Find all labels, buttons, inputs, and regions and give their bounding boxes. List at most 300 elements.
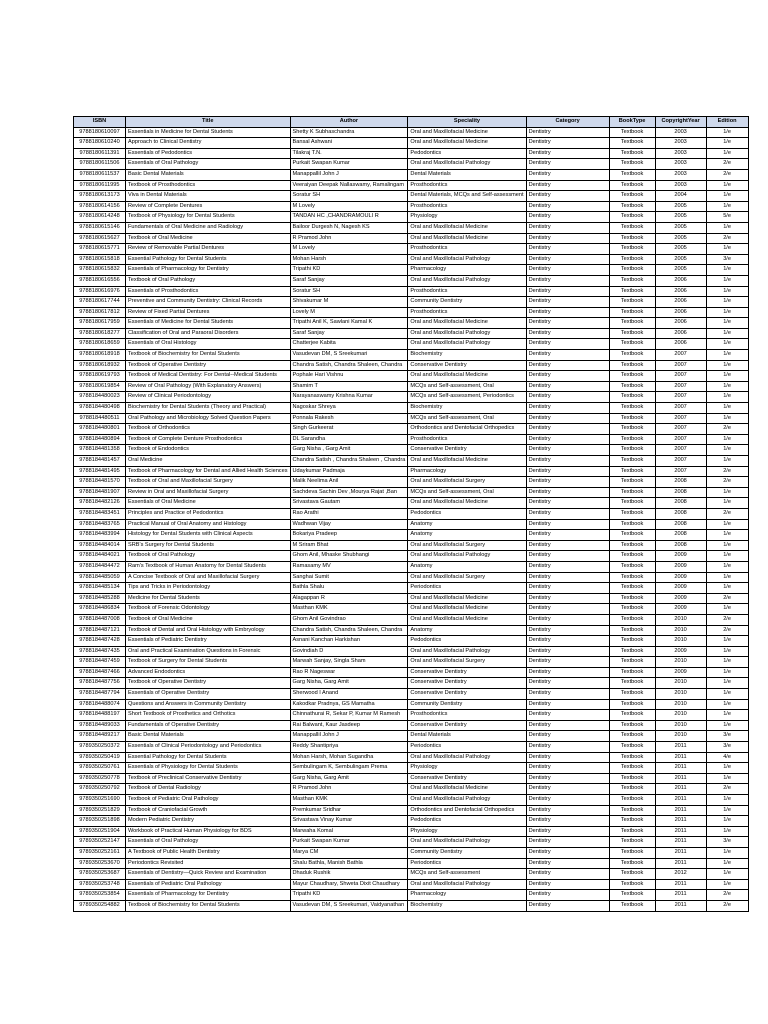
table-row [74,699,749,710]
cell-author: Nagoskar Shreya [290,403,408,414]
cell-edition: 1/e [706,572,748,583]
cell-title: Biochemistry for Dental Students (Theory and Practical) [126,403,291,414]
cell-category: Dentistry [526,434,609,445]
cell-booktype: Textbook [609,265,655,276]
cell-category: Dentistry [526,519,609,530]
cell-edition: 1/e [706,689,748,700]
table-row [74,879,749,890]
cell-speciality: Oral and Maxillofacial Pathology [408,328,526,339]
cell-speciality: Oral and Maxillofacial Medicine [408,498,526,509]
cell-edition: 2/e [706,508,748,519]
cell-booktype: Textbook [609,254,655,265]
cell-speciality: Biochemistry [408,403,526,414]
cell-edition: 1/e [706,561,748,572]
cell-booktype: Textbook [609,381,655,392]
cell-speciality: Conservative Dentistry [408,720,526,731]
table-row [74,498,749,509]
table-row [74,837,749,848]
cell-isbn: 9788184484472 [74,561,126,572]
cell-title: Principles and Practice of Pedodontics [126,508,291,519]
header-title: Title [126,117,291,128]
cell-speciality: Oral and Maxillofacial Medicine [408,593,526,604]
cell-category: Dentistry [526,159,609,170]
cell-isbn: 9789350253670 [74,858,126,869]
cell-author: Ramasamy MV [290,561,408,572]
cell-author: Udaykumar Padmaja [290,466,408,477]
cell-title: Textbook of Surgery for Dental Students [126,657,291,668]
cell-speciality: Oral and Maxillofacial Medicine [408,233,526,244]
cell-title: Modern Pediatric Dentistry [126,816,291,827]
cell-speciality: Oral and Maxillofacial Surgery [408,477,526,488]
cell-speciality: Physiology [408,763,526,774]
cell-speciality: Dental Materials [408,169,526,180]
cell-title: Essentials of Oral Pathology [126,837,291,848]
cell-booktype: Textbook [609,837,655,848]
cell-copyright-year: 2007 [655,466,706,477]
cell-booktype: Textbook [609,233,655,244]
cell-booktype: Textbook [609,212,655,223]
cell-edition: 1/e [706,244,748,255]
table-row [74,826,749,837]
header-speciality: Speciality [408,117,526,128]
cell-speciality: Pharmacology [408,265,526,276]
cell-speciality: Oral and Maxillofacial Pathology [408,646,526,657]
cell-speciality: Conservative Dentistry [408,667,526,678]
cell-isbn: 9788184487121 [74,625,126,636]
cell-edition: 1/e [706,487,748,498]
cell-speciality: Prosthodontics [408,244,526,255]
cell-title: Essentials of Pharmacology for Dentistry [126,265,291,276]
cell-author: Bailoor Durgesh N, Nagesh KS [290,222,408,233]
cell-title: Review of Fixed Partial Dentures [126,307,291,318]
cell-author: Sachdeva Sachin Dev ,Mourya Rajat ,Ban [290,487,408,498]
cell-category: Dentistry [526,148,609,159]
cell-author: Singh Gurkeerat [290,424,408,435]
cell-booktype: Textbook [609,222,655,233]
cell-author: Masthan KMK [290,795,408,806]
cell-title: Basic Dental Materials [126,731,291,742]
cell-edition: 1/e [706,138,748,149]
table-row [74,413,749,424]
cell-category: Dentistry [526,508,609,519]
cell-author: Soratur SH [290,191,408,202]
cell-title: Essentials of Prosthodontics [126,286,291,297]
cell-title: Oral and Practical Examination Questions in Forensic [126,646,291,657]
cell-speciality: Oral and Maxillofacial Pathology [408,795,526,806]
cell-speciality: Pharmacology [408,466,526,477]
cell-copyright-year: 2008 [655,487,706,498]
cell-isbn: 9788180619793 [74,371,126,382]
cell-edition: 2/e [706,477,748,488]
cell-isbn: 9788180617959 [74,318,126,329]
cell-speciality: Prosthodontics [408,307,526,318]
cell-speciality: Anatomy [408,530,526,541]
cell-edition: 1/e [706,795,748,806]
cell-booktype: Textbook [609,784,655,795]
table-row [74,350,749,361]
cell-category: Dentistry [526,328,609,339]
cell-edition: 1/e [706,286,748,297]
cell-category: Dentistry [526,191,609,202]
cell-booktype: Textbook [609,667,655,678]
table-row [74,604,749,615]
table-row [74,593,749,604]
cell-isbn: 9788184482126 [74,498,126,509]
cell-category: Dentistry [526,710,609,721]
cell-copyright-year: 2011 [655,879,706,890]
cell-title: Practical Manual of Oral Anatomy and Histology [126,519,291,530]
cell-copyright-year: 2008 [655,530,706,541]
table-row [74,900,749,911]
cell-booktype: Textbook [609,519,655,530]
cell-copyright-year: 2008 [655,498,706,509]
cell-speciality: Oral and Maxillofacial Pathology [408,254,526,265]
cell-speciality: Oral and Maxillofacial Surgery [408,540,526,551]
cell-edition: 1/e [706,413,748,424]
cell-title: Review of Removable Partial Dentures [126,244,291,255]
cell-booktype: Textbook [609,307,655,318]
cell-speciality: Conservative Dentistry [408,773,526,784]
cell-edition: 1/e [706,297,748,308]
header-row [74,117,749,128]
cell-author: Purkait Swapan Kumar [290,159,408,170]
cell-title: Textbook of Oral and Maxillofacial Surgery [126,477,291,488]
table-row [74,858,749,869]
cell-title: Review of Oral Pathology (With Explanatory Answers) [126,381,291,392]
cell-copyright-year: 2010 [655,625,706,636]
table-row [74,530,749,541]
cell-category: Dentistry [526,805,609,816]
cell-copyright-year: 2005 [655,222,706,233]
table-row [74,487,749,498]
cell-category: Dentistry [526,699,609,710]
cell-edition: 1/e [706,222,748,233]
cell-category: Dentistry [526,837,609,848]
header-edition: Edition [706,117,748,128]
cell-author: Malik Neelima Anil [290,477,408,488]
cell-category: Dentistry [526,731,609,742]
table-row [74,169,749,180]
cell-title: Textbook of Oral Medicine [126,233,291,244]
cell-isbn: 9788184483451 [74,508,126,519]
cell-isbn: 9788184488197 [74,710,126,721]
table-row [74,477,749,488]
cell-speciality: Oral and Maxillofacial Pathology [408,752,526,763]
cell-booktype: Textbook [609,297,655,308]
cell-isbn: 9789350251904 [74,826,126,837]
cell-speciality: MCQs and Self-assessment, Periodontics [408,392,526,403]
cell-isbn: 9788180616556 [74,275,126,286]
cell-author: Vasudevan DM, S Sreekumari [290,350,408,361]
cell-category: Dentistry [526,540,609,551]
table-row [74,244,749,255]
cell-isbn: 9788180615771 [74,244,126,255]
table-row [74,731,749,742]
cell-booktype: Textbook [609,339,655,350]
table-row [74,392,749,403]
cell-category: Dentistry [526,265,609,276]
cell-category: Dentistry [526,667,609,678]
cell-speciality: Conservative Dentistry [408,689,526,700]
cell-isbn: 9788180618277 [74,328,126,339]
cell-author: Marwah Sanjay, Singla Sham [290,657,408,668]
cell-title: Periodontics Revisited [126,858,291,869]
cell-isbn: 9788184485288 [74,593,126,604]
cell-title: Textbook of Complete Denture Prosthodontics [126,434,291,445]
cell-isbn: 9788180615627 [74,233,126,244]
cell-title: Viva in Dental Materials [126,191,291,202]
cell-title: A Textbook of Public Health Dentistry [126,847,291,858]
cell-title: Basic Dental Materials [126,169,291,180]
cell-copyright-year: 2008 [655,519,706,530]
cell-category: Dentistry [526,847,609,858]
cell-booktype: Textbook [609,191,655,202]
cell-booktype: Textbook [609,466,655,477]
cell-edition: 1/e [706,816,748,827]
cell-edition: 1/e [706,307,748,318]
cell-speciality: MCQs and Self-assessment, Oral [408,487,526,498]
cell-speciality: MCQs and Self-assessment, Oral [408,381,526,392]
cell-author: Tilakraj T.N. [290,148,408,159]
cell-title: Review of Complete Dentures [126,201,291,212]
cell-isbn: 9788180610097 [74,127,126,138]
cell-title: Textbook of Forensic Odontology [126,604,291,615]
cell-author: Rao Arathi [290,508,408,519]
cell-isbn: 9789350254882 [74,900,126,911]
cell-category: Dentistry [526,604,609,615]
cell-copyright-year: 2007 [655,456,706,467]
cell-author: Veeraiyan Deepak Nallaswamy, Ramalingam [290,180,408,191]
cell-booktype: Textbook [609,456,655,467]
cell-author: Manappallil John J [290,169,408,180]
cell-copyright-year: 2011 [655,890,706,901]
cell-title: Textbook of Dental Radiology [126,784,291,795]
cell-category: Dentistry [526,466,609,477]
table-row [74,339,749,350]
table-row [74,657,749,668]
cell-copyright-year: 2007 [655,350,706,361]
cell-copyright-year: 2009 [655,551,706,562]
cell-title: Essentials of Operative Dentistry [126,689,291,700]
cell-edition: 1/e [706,360,748,371]
cell-booktype: Textbook [609,763,655,774]
cell-speciality: Oral and Maxillofacial Medicine [408,456,526,467]
cell-speciality: Pedodontics [408,148,526,159]
cell-edition: 2/e [706,784,748,795]
cell-edition: 1/e [706,445,748,456]
cell-copyright-year: 2010 [655,678,706,689]
cell-author: Sanghai Sumit [290,572,408,583]
cell-author: TANDAN HC ,CHANDRAMOULI R [290,212,408,223]
cell-booktype: Textbook [609,169,655,180]
cell-speciality: MCQs and Self-assessment, Oral [408,413,526,424]
cell-category: Dentistry [526,826,609,837]
cell-edition: 1/e [706,456,748,467]
cell-booktype: Textbook [609,434,655,445]
table-row [74,381,749,392]
cell-title: Review in Oral and Maxillofacial Surgery [126,487,291,498]
cell-copyright-year: 2010 [655,699,706,710]
cell-edition: 1/e [706,678,748,689]
cell-isbn: 9789350252147 [74,837,126,848]
cell-speciality: Prosthodontics [408,201,526,212]
cell-title: Essentials of Clinical Periodontology and Periodontics [126,742,291,753]
cell-category: Dentistry [526,307,609,318]
cell-booktype: Textbook [609,678,655,689]
cell-copyright-year: 2011 [655,795,706,806]
cell-copyright-year: 2007 [655,371,706,382]
cell-title: Advanced Endodontics [126,667,291,678]
cell-edition: 2/e [706,625,748,636]
cell-copyright-year: 2007 [655,381,706,392]
cell-isbn: 9788184480511 [74,413,126,424]
table-row [74,763,749,774]
cell-category: Dentistry [526,890,609,901]
cell-isbn: 9788184480498 [74,403,126,414]
cell-title: Histology for Dental Students with Clinical Aspects [126,530,291,541]
cell-isbn: 9789350250372 [74,742,126,753]
cell-title: Preventive and Community Dentistry: Clinical Records [126,297,291,308]
cell-speciality: Oral and Maxillofacial Pathology [408,837,526,848]
cell-category: Dentistry [526,297,609,308]
cell-title: Ram's Textbook of Human Anatomy for Dental Students [126,561,291,572]
cell-isbn: 9789350253687 [74,869,126,880]
cell-copyright-year: 2007 [655,424,706,435]
cell-category: Dentistry [526,551,609,562]
cell-speciality: Oral and Maxillofacial Surgery [408,657,526,668]
cell-title: Textbook of Physiology for Dental Students [126,212,291,223]
cell-category: Dentistry [526,244,609,255]
cell-category: Dentistry [526,392,609,403]
cell-edition: 1/e [706,773,748,784]
cell-booktype: Textbook [609,847,655,858]
cell-isbn: 9789350253748 [74,879,126,890]
cell-author: Tripathi Anil K, Sawlani Kamal K [290,318,408,329]
cell-edition: 3/e [706,837,748,848]
cell-speciality: MCQs and Self-assessment [408,869,526,880]
cell-category: Dentistry [526,858,609,869]
cell-author: Wadhwan Vijay [290,519,408,530]
table-row [74,159,749,170]
cell-edition: 3/e [706,254,748,265]
cell-title: Textbook of Preclinical Conservative Dentistry [126,773,291,784]
cell-author: Garg Nisha, Garg Amit [290,678,408,689]
cell-booktype: Textbook [609,625,655,636]
cell-isbn: 9788184480801 [74,424,126,435]
cell-edition: 1/e [706,847,748,858]
table-row [74,773,749,784]
table-row [74,667,749,678]
cell-speciality: Prosthodontics [408,286,526,297]
cell-speciality: Periodontics [408,742,526,753]
cell-isbn: 9788180617812 [74,307,126,318]
cell-copyright-year: 2006 [655,275,706,286]
cell-isbn: 9788184481358 [74,445,126,456]
cell-speciality: Prosthodontics [408,710,526,721]
cell-edition: 1/e [706,275,748,286]
cell-speciality: Community Dentistry [408,297,526,308]
cell-title: Essentials of Oral Pathology [126,159,291,170]
cell-booktype: Textbook [609,593,655,604]
cell-isbn: 9788180611537 [74,169,126,180]
cell-author: Tripathi KD [290,265,408,276]
cell-speciality: Oral and Maxillofacial Medicine [408,222,526,233]
cell-edition: 1/e [706,826,748,837]
table-row [74,456,749,467]
cell-category: Dentistry [526,201,609,212]
cell-author: Rao R Nageswar [290,667,408,678]
cell-category: Dentistry [526,646,609,657]
cell-booktype: Textbook [609,710,655,721]
books-table [73,116,749,912]
cell-author: Sherwood I Anand [290,689,408,700]
cell-booktype: Textbook [609,530,655,541]
cell-author: Sembulingam K, Sembulingam Prema [290,763,408,774]
table-row [74,869,749,880]
cell-title: Textbook of Oral Medicine [126,614,291,625]
cell-category: Dentistry [526,403,609,414]
cell-author: R Pramod John [290,784,408,795]
cell-title: Textbook of Biochemistry for Dental Students [126,900,291,911]
cell-category: Dentistry [526,487,609,498]
cell-speciality: Community Dentistry [408,847,526,858]
cell-speciality: Oral and Maxillofacial Pathology [408,275,526,286]
cell-isbn: 9788184486834 [74,604,126,615]
cell-copyright-year: 2006 [655,328,706,339]
cell-copyright-year: 2003 [655,159,706,170]
cell-speciality: Oral and Maxillofacial Medicine [408,784,526,795]
table-row [74,445,749,456]
cell-isbn: 9789350250761 [74,763,126,774]
table-row [74,148,749,159]
cell-isbn: 9788184487756 [74,678,126,689]
cell-title: Textbook of Prosthodontics [126,180,291,191]
table-row [74,689,749,700]
cell-booktype: Textbook [609,773,655,784]
cell-category: Dentistry [526,275,609,286]
table-row [74,424,749,435]
cell-category: Dentistry [526,318,609,329]
table-row [74,678,749,689]
cell-author: Bokariya Pradeep [290,530,408,541]
cell-category: Dentistry [526,657,609,668]
cell-category: Dentistry [526,572,609,583]
cell-isbn: 9788180619854 [74,381,126,392]
cell-author: Shamim T [290,381,408,392]
header-booktype: BookType [609,117,655,128]
cell-title: Textbook of Orthodontics [126,424,291,435]
cell-booktype: Textbook [609,604,655,615]
cell-speciality: Oral and Maxillofacial Pathology [408,339,526,350]
cell-isbn: 9788184487008 [74,614,126,625]
cell-copyright-year: 2011 [655,826,706,837]
cell-author: Purkait Swapan Kumar [290,837,408,848]
cell-speciality: Periodontics [408,858,526,869]
cell-title: Textbook of Biochemistry for Dental Students [126,350,291,361]
cell-category: Dentistry [526,212,609,223]
table-row [74,201,749,212]
cell-copyright-year: 2003 [655,169,706,180]
cell-copyright-year: 2007 [655,392,706,403]
table-row [74,890,749,901]
cell-edition: 1/e [706,540,748,551]
cell-isbn: 9788184481495 [74,466,126,477]
cell-copyright-year: 2005 [655,212,706,223]
cell-edition: 1/e [706,498,748,509]
cell-booktype: Textbook [609,720,655,731]
cell-booktype: Textbook [609,540,655,551]
table-body [74,127,749,911]
